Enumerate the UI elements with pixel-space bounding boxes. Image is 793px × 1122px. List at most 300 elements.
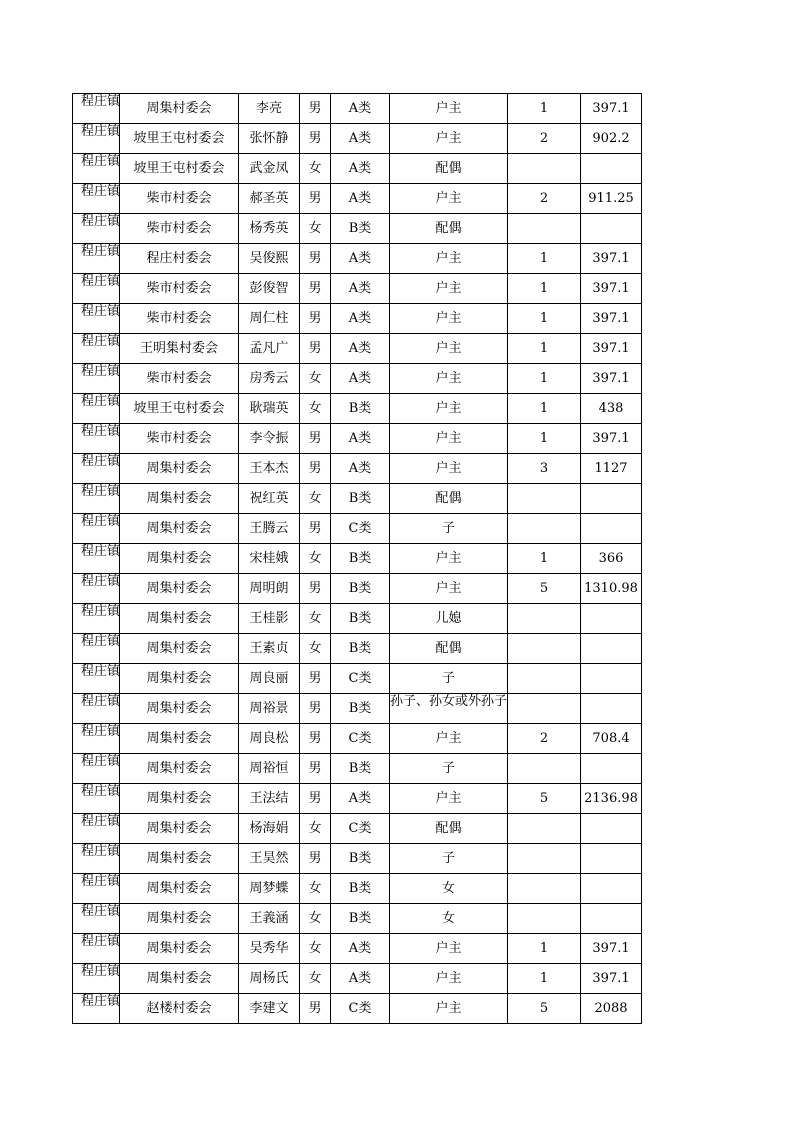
village-cell: 柴市村委会 — [120, 364, 239, 394]
category-cell: B类 — [331, 634, 390, 664]
table-row — [73, 274, 642, 304]
household-size-cell — [508, 874, 581, 904]
gender-cell: 男 — [300, 124, 331, 154]
town-cell — [73, 994, 120, 1024]
town-cell-text: 程庄镇 — [81, 334, 121, 349]
category-cell: C类 — [331, 814, 390, 844]
relation-cell: 女 — [390, 874, 508, 904]
town-cell — [73, 874, 120, 904]
gender-cell: 女 — [300, 364, 331, 394]
table-row — [73, 304, 642, 334]
town-cell — [73, 934, 120, 964]
name-cell: 王昊然 — [239, 844, 300, 874]
amount-cell — [581, 604, 642, 634]
household-size-cell: 1 — [508, 94, 581, 124]
category-cell: A类 — [331, 304, 390, 334]
village-cell: 周集村委会 — [120, 814, 239, 844]
amount-cell: 2136.98 — [581, 784, 642, 814]
gender-cell: 男 — [300, 424, 331, 454]
gender-cell: 男 — [300, 664, 331, 694]
town-cell-text: 程庄镇 — [81, 994, 121, 1009]
name-cell: 吴俊熙 — [239, 244, 300, 274]
town-cell-text: 程庄镇 — [81, 574, 121, 589]
town-cell — [73, 514, 120, 544]
category-cell: B类 — [331, 394, 390, 424]
town-cell-text: 程庄镇 — [81, 94, 121, 109]
gender-cell: 女 — [300, 604, 331, 634]
relation-cell: 子 — [390, 514, 508, 544]
category-cell: A类 — [331, 424, 390, 454]
name-cell: 王本杰 — [239, 454, 300, 484]
gender-cell: 女 — [300, 214, 331, 244]
relation-cell: 户主 — [390, 364, 508, 394]
town-cell — [73, 484, 120, 514]
table-row — [73, 904, 642, 934]
gender-cell: 男 — [300, 94, 331, 124]
town-cell — [73, 964, 120, 994]
town-cell-text: 程庄镇 — [81, 964, 121, 979]
relation-cell: 配偶 — [390, 814, 508, 844]
table-row — [73, 484, 642, 514]
relation-cell: 子 — [390, 844, 508, 874]
category-cell: A类 — [331, 274, 390, 304]
category-cell: A类 — [331, 154, 390, 184]
village-cell: 周集村委会 — [120, 874, 239, 904]
gender-cell: 女 — [300, 484, 331, 514]
village-cell: 坡里王屯村委会 — [120, 394, 239, 424]
town-cell — [73, 904, 120, 934]
table-row — [73, 874, 642, 904]
table-row — [73, 94, 642, 124]
relation-cell: 子 — [390, 754, 508, 784]
household-size-cell: 1 — [508, 334, 581, 364]
amount-cell: 438 — [581, 394, 642, 424]
village-cell: 周集村委会 — [120, 514, 239, 544]
relation-cell: 户主 — [390, 574, 508, 604]
amount-cell: 902.2 — [581, 124, 642, 154]
name-cell: 王桂影 — [239, 604, 300, 634]
household-size-cell: 1 — [508, 394, 581, 424]
category-cell: B类 — [331, 754, 390, 784]
relation-cell: 儿媳 — [390, 604, 508, 634]
household-size-cell: 1 — [508, 544, 581, 574]
household-size-cell — [508, 484, 581, 514]
gender-cell: 男 — [300, 454, 331, 484]
town-cell-text: 程庄镇 — [81, 784, 121, 799]
household-size-cell: 5 — [508, 784, 581, 814]
relation-cell: 户主 — [390, 544, 508, 574]
name-cell: 耿瑞英 — [239, 394, 300, 424]
town-cell-text: 程庄镇 — [81, 274, 121, 289]
town-cell — [73, 244, 120, 274]
amount-cell — [581, 514, 642, 544]
household-size-cell — [508, 214, 581, 244]
village-cell: 周集村委会 — [120, 724, 239, 754]
relation-cell: 配偶 — [390, 484, 508, 514]
category-cell: B类 — [331, 574, 390, 604]
category-cell: B类 — [331, 694, 390, 724]
village-cell: 周集村委会 — [120, 754, 239, 784]
town-cell-text: 程庄镇 — [81, 124, 121, 139]
gender-cell: 男 — [300, 754, 331, 784]
gender-cell: 女 — [300, 874, 331, 904]
gender-cell: 男 — [300, 304, 331, 334]
table-row — [73, 364, 642, 394]
table-row — [73, 334, 642, 364]
village-cell: 周集村委会 — [120, 484, 239, 514]
amount-cell: 397.1 — [581, 274, 642, 304]
relation-cell: 子 — [390, 664, 508, 694]
amount-cell — [581, 634, 642, 664]
gender-cell: 男 — [300, 244, 331, 274]
village-cell: 柴市村委会 — [120, 214, 239, 244]
town-cell — [73, 694, 120, 724]
amount-cell: 1127 — [581, 454, 642, 484]
table-row — [73, 994, 642, 1024]
name-cell: 李亮 — [239, 94, 300, 124]
town-cell-text: 程庄镇 — [81, 844, 121, 859]
name-cell: 彭俊智 — [239, 274, 300, 304]
amount-cell — [581, 844, 642, 874]
town-cell-text: 程庄镇 — [81, 634, 121, 649]
amount-cell — [581, 694, 642, 724]
name-cell: 周梦蝶 — [239, 874, 300, 904]
household-size-cell: 5 — [508, 994, 581, 1024]
name-cell: 王法结 — [239, 784, 300, 814]
town-cell-text: 程庄镇 — [81, 214, 121, 229]
town-cell-text: 程庄镇 — [81, 154, 121, 169]
table-row — [73, 784, 642, 814]
town-cell-text: 程庄镇 — [81, 484, 121, 499]
town-cell-text: 程庄镇 — [81, 724, 121, 739]
gender-cell: 女 — [300, 904, 331, 934]
town-cell — [73, 124, 120, 154]
relation-cell: 户主 — [390, 244, 508, 274]
gender-cell: 女 — [300, 544, 331, 574]
gender-cell: 男 — [300, 334, 331, 364]
town-cell — [73, 604, 120, 634]
town-cell-text: 程庄镇 — [81, 604, 121, 619]
town-cell-text: 程庄镇 — [81, 514, 121, 529]
relation-cell: 户主 — [390, 724, 508, 754]
household-size-cell — [508, 604, 581, 634]
town-cell — [73, 784, 120, 814]
name-cell: 祝红英 — [239, 484, 300, 514]
category-cell: B类 — [331, 844, 390, 874]
relation-cell-text: 孙子、孙女或外孙子 — [390, 694, 508, 709]
name-cell: 杨秀英 — [239, 214, 300, 244]
town-cell-text: 程庄镇 — [81, 754, 121, 769]
gender-cell: 男 — [300, 724, 331, 754]
category-cell: A类 — [331, 454, 390, 484]
amount-cell — [581, 484, 642, 514]
town-cell — [73, 754, 120, 784]
table-row — [73, 724, 642, 754]
household-size-cell: 1 — [508, 424, 581, 454]
town-cell-text: 程庄镇 — [81, 664, 121, 679]
relation-cell: 配偶 — [390, 214, 508, 244]
town-cell-text: 程庄镇 — [81, 364, 121, 379]
household-size-cell — [508, 814, 581, 844]
table-row — [73, 754, 642, 784]
amount-cell — [581, 754, 642, 784]
name-cell: 周裕恒 — [239, 754, 300, 784]
amount-cell — [581, 664, 642, 694]
category-cell: C类 — [331, 994, 390, 1024]
relation-cell — [390, 694, 508, 724]
household-size-cell — [508, 694, 581, 724]
name-cell: 杨海娟 — [239, 814, 300, 844]
town-cell-text: 程庄镇 — [81, 904, 121, 919]
village-cell: 周集村委会 — [120, 634, 239, 664]
gender-cell: 男 — [300, 784, 331, 814]
name-cell: 宋桂娥 — [239, 544, 300, 574]
table-row — [73, 454, 642, 484]
town-cell-text: 程庄镇 — [81, 244, 121, 259]
village-cell: 周集村委会 — [120, 94, 239, 124]
category-cell: A类 — [331, 334, 390, 364]
household-size-cell: 1 — [508, 244, 581, 274]
town-cell — [73, 544, 120, 574]
table-body — [73, 94, 642, 1024]
category-cell: A类 — [331, 184, 390, 214]
village-cell: 柴市村委会 — [120, 184, 239, 214]
table-row — [73, 574, 642, 604]
household-size-cell — [508, 664, 581, 694]
name-cell: 周良丽 — [239, 664, 300, 694]
table-row — [73, 244, 642, 274]
town-cell — [73, 184, 120, 214]
category-cell: C类 — [331, 664, 390, 694]
village-cell: 柴市村委会 — [120, 274, 239, 304]
town-cell-text: 程庄镇 — [81, 874, 121, 889]
name-cell: 张怀静 — [239, 124, 300, 154]
amount-cell — [581, 814, 642, 844]
household-size-cell: 2 — [508, 724, 581, 754]
table-row — [73, 694, 642, 724]
household-size-cell — [508, 634, 581, 664]
amount-cell: 397.1 — [581, 934, 642, 964]
household-size-cell — [508, 844, 581, 874]
village-cell: 周集村委会 — [120, 934, 239, 964]
relation-cell: 户主 — [390, 394, 508, 424]
household-size-cell: 1 — [508, 964, 581, 994]
town-cell — [73, 424, 120, 454]
amount-cell — [581, 214, 642, 244]
relation-cell: 户主 — [390, 424, 508, 454]
town-cell — [73, 814, 120, 844]
name-cell: 李令振 — [239, 424, 300, 454]
town-cell — [73, 274, 120, 304]
town-cell — [73, 394, 120, 424]
gender-cell: 男 — [300, 994, 331, 1024]
relation-cell: 配偶 — [390, 634, 508, 664]
category-cell: B类 — [331, 544, 390, 574]
amount-cell: 397.1 — [581, 334, 642, 364]
name-cell: 周良松 — [239, 724, 300, 754]
relation-cell: 女 — [390, 904, 508, 934]
table-row — [73, 184, 642, 214]
name-cell: 周裕景 — [239, 694, 300, 724]
gender-cell: 女 — [300, 154, 331, 184]
table-row — [73, 634, 642, 664]
gender-cell: 女 — [300, 634, 331, 664]
town-cell-text: 程庄镇 — [81, 304, 121, 319]
table-row — [73, 934, 642, 964]
town-cell-text: 程庄镇 — [81, 184, 121, 199]
household-size-cell: 1 — [508, 364, 581, 394]
household-size-cell: 2 — [508, 124, 581, 154]
town-cell — [73, 634, 120, 664]
household-size-cell: 1 — [508, 934, 581, 964]
table-row — [73, 214, 642, 244]
town-cell — [73, 844, 120, 874]
table-row — [73, 154, 642, 184]
amount-cell: 2088 — [581, 994, 642, 1024]
category-cell: C类 — [331, 724, 390, 754]
village-cell: 柴市村委会 — [120, 424, 239, 454]
gender-cell: 男 — [300, 514, 331, 544]
name-cell: 吴秀华 — [239, 934, 300, 964]
table-row — [73, 814, 642, 844]
village-cell: 赵楼村委会 — [120, 994, 239, 1024]
town-cell — [73, 574, 120, 604]
village-cell: 周集村委会 — [120, 454, 239, 484]
table-row — [73, 664, 642, 694]
name-cell: 郝圣英 — [239, 184, 300, 214]
relation-cell: 户主 — [390, 454, 508, 484]
category-cell: A类 — [331, 784, 390, 814]
town-cell — [73, 334, 120, 364]
amount-cell — [581, 874, 642, 904]
household-size-cell — [508, 154, 581, 184]
village-cell: 周集村委会 — [120, 604, 239, 634]
amount-cell: 397.1 — [581, 94, 642, 124]
amount-cell: 708.4 — [581, 724, 642, 754]
category-cell: B类 — [331, 874, 390, 904]
category-cell: B类 — [331, 904, 390, 934]
town-cell — [73, 214, 120, 244]
town-cell-text: 程庄镇 — [81, 454, 121, 469]
town-cell — [73, 364, 120, 394]
village-cell: 周集村委会 — [120, 664, 239, 694]
town-cell-text: 程庄镇 — [81, 814, 121, 829]
relation-cell: 配偶 — [390, 154, 508, 184]
name-cell: 周明朗 — [239, 574, 300, 604]
amount-cell: 397.1 — [581, 964, 642, 994]
village-cell: 周集村委会 — [120, 694, 239, 724]
table-row — [73, 124, 642, 154]
relation-cell: 户主 — [390, 94, 508, 124]
relation-cell: 户主 — [390, 304, 508, 334]
household-size-cell: 5 — [508, 574, 581, 604]
name-cell: 孟凡广 — [239, 334, 300, 364]
town-cell — [73, 724, 120, 754]
amount-cell: 397.1 — [581, 304, 642, 334]
table-row — [73, 964, 642, 994]
town-cell-text: 程庄镇 — [81, 544, 121, 559]
village-cell: 王明集村委会 — [120, 334, 239, 364]
category-cell: B类 — [331, 484, 390, 514]
relation-cell: 户主 — [390, 274, 508, 304]
town-cell-text: 程庄镇 — [81, 694, 121, 709]
category-cell: A类 — [331, 934, 390, 964]
amount-cell: 397.1 — [581, 364, 642, 394]
town-cell — [73, 454, 120, 484]
gender-cell: 男 — [300, 274, 331, 304]
village-cell: 程庄村委会 — [120, 244, 239, 274]
village-cell: 周集村委会 — [120, 844, 239, 874]
amount-cell — [581, 154, 642, 184]
household-size-cell — [508, 754, 581, 784]
table-row — [73, 394, 642, 424]
village-cell: 坡里王屯村委会 — [120, 124, 239, 154]
name-cell: 王素贞 — [239, 634, 300, 664]
relation-cell: 户主 — [390, 124, 508, 154]
relation-cell: 户主 — [390, 184, 508, 214]
table-row — [73, 424, 642, 454]
gender-cell: 女 — [300, 934, 331, 964]
name-cell: 王義涵 — [239, 904, 300, 934]
name-cell: 周仁柱 — [239, 304, 300, 334]
amount-cell — [581, 904, 642, 934]
village-cell: 周集村委会 — [120, 964, 239, 994]
town-cell — [73, 154, 120, 184]
town-cell — [73, 664, 120, 694]
town-cell — [73, 94, 120, 124]
gender-cell: 男 — [300, 844, 331, 874]
gender-cell: 男 — [300, 184, 331, 214]
amount-cell: 397.1 — [581, 424, 642, 454]
category-cell: A类 — [331, 124, 390, 154]
household-size-cell — [508, 904, 581, 934]
category-cell: A类 — [331, 964, 390, 994]
category-cell: A类 — [331, 94, 390, 124]
name-cell: 周杨氏 — [239, 964, 300, 994]
category-cell: A类 — [331, 364, 390, 394]
data-table — [72, 93, 642, 1024]
gender-cell: 男 — [300, 574, 331, 604]
table-row — [73, 604, 642, 634]
name-cell: 武金凤 — [239, 154, 300, 184]
town-cell — [73, 304, 120, 334]
relation-cell: 户主 — [390, 994, 508, 1024]
relation-cell: 户主 — [390, 334, 508, 364]
gender-cell: 女 — [300, 964, 331, 994]
category-cell: B类 — [331, 604, 390, 634]
table-row — [73, 514, 642, 544]
gender-cell: 男 — [300, 694, 331, 724]
amount-cell: 911.25 — [581, 184, 642, 214]
town-cell-text: 程庄镇 — [81, 934, 121, 949]
relation-cell: 户主 — [390, 784, 508, 814]
gender-cell: 女 — [300, 814, 331, 844]
household-size-cell: 2 — [508, 184, 581, 214]
village-cell: 周集村委会 — [120, 904, 239, 934]
village-cell: 坡里王屯村委会 — [120, 154, 239, 184]
name-cell: 李建文 — [239, 994, 300, 1024]
category-cell: A类 — [331, 244, 390, 274]
category-cell: B类 — [331, 214, 390, 244]
amount-cell: 397.1 — [581, 244, 642, 274]
village-cell: 柴市村委会 — [120, 304, 239, 334]
category-cell: C类 — [331, 514, 390, 544]
village-cell: 周集村委会 — [120, 784, 239, 814]
name-cell: 王腾云 — [239, 514, 300, 544]
village-cell: 周集村委会 — [120, 574, 239, 604]
name-cell: 房秀云 — [239, 364, 300, 394]
town-cell-text: 程庄镇 — [81, 424, 121, 439]
